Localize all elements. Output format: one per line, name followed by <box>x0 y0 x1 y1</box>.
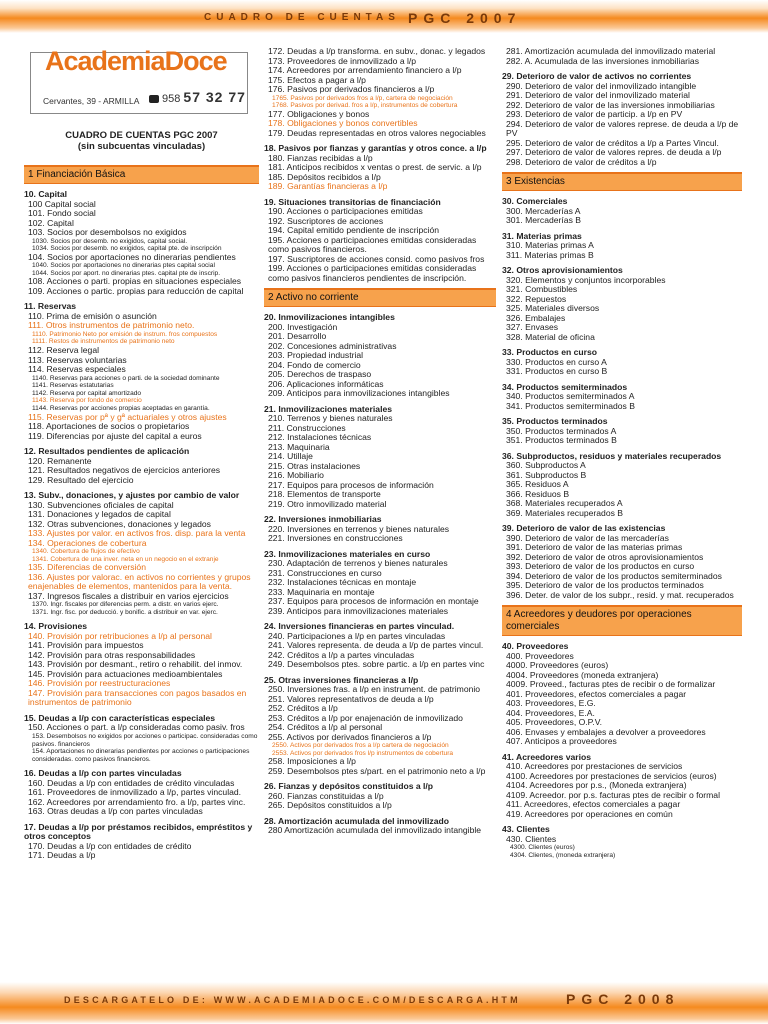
account-item: 301. Mercaderías B <box>506 215 581 225</box>
account-item: 368. Materiales recuperados A <box>506 498 623 508</box>
subaccount-item: 1371. Ingr. fisc. por deducció. y bonific. a distribuir en var. ejerc. <box>32 608 218 616</box>
account-item: 281. Amortización acumulada del inmovilizado material <box>506 46 716 56</box>
account-item: 173. Proveedores de inmovilizado a l/p <box>268 55 417 66</box>
account-group: 23. Inmovilizaciones materiales en curso <box>264 548 431 559</box>
account-group: 25. Otras inversiones financieras a l/p <box>264 674 419 685</box>
account-item: 327. Envases <box>506 322 559 332</box>
account-item: 250. Inversiones fras. a l/p en instrument. de patrimonio <box>268 684 481 695</box>
account-item: 253. Créditos a l/p por enajenación de inmovilizado <box>268 712 463 723</box>
account-item: 280 Amortización acumulada del inmovilizado intangible <box>268 825 482 836</box>
account-item: 260. Fianzas constituidas a l/p <box>268 790 384 801</box>
account-item: 242. Créditos a l/p a partes vinculadas <box>268 649 415 660</box>
account-item: 221. Inversiones en construcciones <box>268 533 403 544</box>
account-item: 4100. Acreedores por prestaciones de servicios (euros) <box>506 770 717 781</box>
account-item-new: 178. Obligaciones y bonos convertibles <box>268 118 418 129</box>
account-item: 131. Donaciones y legados de capital <box>28 509 171 520</box>
account-item: 365. Residuos A <box>506 479 569 489</box>
subaccount-item: 1140. Reservas para acciones o parti. de la sociedad dominante <box>32 374 220 382</box>
subaccount-item-new: 2553. Activos por derivados fros l/p instrumentos de cobertura <box>272 749 454 757</box>
account-item-new: 135. Diferencias de conversión <box>28 562 146 573</box>
account-item: 391. Deterioro de valor de las materias primas <box>506 542 683 552</box>
account-group: 18. Pasivos por fianzas y garantías y otros conce. a l/p <box>264 143 487 154</box>
column-1 <box>24 46 259 861</box>
account-item: 4104. Acreedores por p.s., (Moneda extranjera) <box>506 780 687 790</box>
account-item: 110. Prima de emisión o asunción <box>28 310 157 321</box>
account-item: 163. Otras deudas a l/p con partes vinculadas <box>28 806 203 817</box>
account-item: 220. Inversiones en terrenos y bienes naturales <box>268 523 450 534</box>
account-item: 419. Acreedores por operaciones en común <box>506 808 673 819</box>
account-item: 179. Deudas representadas en otros valores negociables <box>268 127 486 138</box>
header-pgc: PGC 2007 <box>408 10 522 26</box>
account-group: 16. Deudas a l/p con partes vinculadas <box>24 768 182 779</box>
account-item: 102. Capital <box>28 217 74 228</box>
account-item: 293. Deterioro de valor de particip. a l/p en PV <box>506 109 683 119</box>
account-group: 36. Subproductos, residuos y materiales recuperados <box>502 450 722 461</box>
account-item: 320. Elementos y conjuntos incorporables <box>506 274 666 285</box>
account-item: 176. Pasivos por derivados financieros a l/p <box>268 84 435 94</box>
account-item: 212. Instalaciones técnicas <box>268 432 372 443</box>
account-item: 239. Anticipos para inmovilizaciones materiales <box>268 605 449 616</box>
account-item: 141. Provisión para impuestos <box>28 640 144 651</box>
account-item: 330. Productos en curso A <box>506 356 607 367</box>
account-item: 311. Materias primas B <box>506 249 594 260</box>
header-title: CUADRO DE CUENTAS <box>204 12 400 23</box>
account-item: 130. Subvenciones oficiales de capital <box>28 499 174 510</box>
document-title-line-1: CUADRO DE CUENTAS PGC 2007 <box>65 130 218 141</box>
account-item: 395. Deterioro de valor de los productos terminados <box>506 580 704 590</box>
account-item: 192. Suscriptores de acciones <box>268 215 384 226</box>
account-item: 255. Activos por derivados financieros a l/p <box>268 731 432 742</box>
account-item: 4009. Proveed., facturas ptes de recibir o de formalizar <box>506 679 716 689</box>
account-item: 129. Resultado del ejercicio <box>28 474 134 485</box>
account-group: 15. Deudas a l/p con características especiales <box>24 712 216 723</box>
account-item: 113. Reservas voluntarias <box>28 354 127 365</box>
account-item: 202. Concesiones administrativas <box>268 340 397 351</box>
account-item: 195. Acciones o participaciones emitidas consideradas como pasivos financieros. <box>268 234 477 255</box>
column-3-entries <box>502 47 742 859</box>
account-item-new: 140. Provisión por retribuciones a l/p al personal <box>28 630 212 641</box>
account-item: 171. Deudas a l/p <box>28 850 96 861</box>
phone-prefix: 958 <box>162 93 181 105</box>
column-3 <box>502 47 742 859</box>
account-item: 209. Anticipos para inmovilizaciones intangibles <box>268 388 450 399</box>
account-group: 31. Materias primas <box>502 230 582 241</box>
account-item: 351. Productos terminados B <box>506 435 617 445</box>
logo-phone <box>149 89 246 105</box>
account-item: 101. Fondo social <box>28 208 96 218</box>
account-item: 282. A. Acumulada de las inversiones inmobiliarias <box>506 55 699 66</box>
account-item: 109. Acciones o partic. propias para reducción de capital <box>28 285 244 296</box>
account-group: 21. Inmovilizaciones materiales <box>264 403 393 414</box>
account-item: 396. Deter. de valor de los subpr., resid. y mat. recuperados <box>506 589 734 600</box>
subaccount-item-new: 2550. Activos por derivados fros a l/p cartera de negociación <box>272 742 449 750</box>
account-group: 35. Productos terminados <box>502 416 608 426</box>
account-group: 14. Provisiones <box>24 621 88 632</box>
account-item: 108. Acciones o parti. propias en situaciones especiales <box>28 276 242 287</box>
account-group: 19. Situaciones transitorias de financiación <box>264 196 441 207</box>
subaccount-item: 4304. Clientes, (moneda extranjera) <box>510 851 616 859</box>
account-item: 217. Equipos para procesos de información <box>268 479 434 490</box>
account-item: 120. Remanente <box>28 455 92 466</box>
section-header: 1 Financiación Básica <box>24 165 259 184</box>
account-item: 219. Otro inmovilizado material <box>268 498 387 509</box>
footer-pgc: PGC 2008 <box>566 991 680 1007</box>
account-group: 12. Resultados pendientes de aplicación <box>24 446 190 457</box>
subaccount-item: 1030. Socios por desemb. no exigidos, capital social. <box>32 237 188 245</box>
account-item: 340. Productos semiterminados A <box>506 391 635 401</box>
account-item: 298. Deterioro de valor de créditos a l/p <box>506 156 657 167</box>
account-item: 180. Fianzas recibidas a l/p <box>268 152 373 163</box>
account-item: 174. Acreedores por arrendamiento financiero a l/p <box>268 65 462 75</box>
account-group: 33. Productos en curso <box>502 347 598 357</box>
subaccount-item-new: 1765. Pasivos por derivados fros a l/p, cartera de negociación <box>272 94 453 102</box>
account-group: 39. Deterioro de valor de las existencias <box>502 523 666 533</box>
account-item: 341. Productos semiterminados B <box>506 400 635 411</box>
account-item: 331. Productos en curso B <box>506 366 608 376</box>
account-item: 258. Imposiciones a l/p <box>268 756 356 767</box>
account-item: 406. Envases y embalajes a devolver a proveedores <box>506 726 706 737</box>
account-item: 393. Deterioro de valor de los productos en curso <box>506 561 695 571</box>
account-group: 20. Inmovilizaciones intangibles <box>264 312 395 323</box>
subaccount-item: 1144. Reservas por acciones propias aceptadas en garantía. <box>32 404 210 412</box>
subaccount-item: 1142. Reserva por capital amortizado <box>32 389 142 397</box>
account-item: 366. Residuos B <box>506 488 570 499</box>
account-group: 40. Proveedores <box>502 641 569 651</box>
account-item: 132. Otras subvenciones, donaciones y legados <box>28 518 211 529</box>
account-group: 11. Reservas <box>24 301 77 312</box>
account-group: 41. Acreedores varios <box>502 751 592 762</box>
account-item: 205. Derechos de traspaso <box>268 369 372 380</box>
subaccount-item-new: 1111. Restos de instrumentos de patrimonio neto <box>32 338 175 346</box>
account-item: 292. Deterioro de valor de las inversiones inmobiliarias <box>506 99 715 110</box>
account-item: 291. Deterioro de valor del inmovilizado material <box>506 90 690 100</box>
account-item: 394. Deterioro de valor de los productos semiterminados <box>506 570 722 581</box>
account-item: 369. Materiales recuperados B <box>506 507 624 518</box>
subaccount-item-new: 1110. Patrimonio Neto por emisión de instrum. fros compuestos <box>32 330 218 338</box>
account-item: 295. Deterioro de valor de créditos a l/p a Partes Vincul. <box>506 137 719 148</box>
account-item: 240. Participaciones a l/p en partes vinculadas <box>268 630 446 641</box>
account-item: 403. Proveedores, E.G. <box>506 698 596 708</box>
subaccount-item: 1040. Socios por aportaciones no dinerarias ptes capital social <box>32 262 215 270</box>
account-item: 175. Efectos a pagar a l/p <box>268 74 366 85</box>
account-item: 405. Proveedores, O.P.V. <box>506 717 603 727</box>
account-item: 404. Proveedores, E.A. <box>506 707 595 718</box>
section-header: 4 Acreedores y deudores por operaciones comerciales <box>502 605 742 636</box>
account-item: 410. Acreedores por prestaciones de servicios <box>506 761 683 771</box>
account-item: 241. Valores representa. de deuda a l/p de partes vincul. <box>268 640 484 651</box>
account-item: 254. Créditos a l/p al personal <box>268 722 383 733</box>
logo <box>30 46 248 114</box>
account-group: 43. Clientes <box>502 824 550 834</box>
account-item: 322. Repuestos <box>506 293 567 304</box>
subaccount-item: 1034. Socios por desemb. no exigidos, capital pte. de inscripción <box>32 245 222 253</box>
account-item: 200. Investigación <box>268 321 338 332</box>
account-group: 28. Amortización acumulada del inmovilizado <box>264 815 449 826</box>
account-item: 297. Deterioro de valor de valores repres. de deuda a l/p <box>506 147 722 157</box>
account-item: 361. Subproductos B <box>506 469 587 480</box>
account-item: 204. Fondo de comercio <box>268 359 361 370</box>
column-1-entries <box>24 165 259 861</box>
subaccount-item-new: 1768. Pasivos por derivad. fros a l/p, instrumentos de cobertura <box>272 102 458 110</box>
account-item: 162. Acreedores por arrendamiento fro. a l/p, partes vinc. <box>28 796 246 807</box>
account-item: 328. Material de oficina <box>506 331 595 342</box>
account-item: 210. Terrenos y bienes naturales <box>268 413 393 424</box>
account-item: 251. Valores representativos de deuda a l/p <box>268 693 434 704</box>
account-item: 170. Deudas a l/p con entidades de crédito <box>28 840 192 851</box>
account-item: 326. Embalajes <box>506 312 566 323</box>
account-item-new: 115. Reservas por pª y gª actuariales y otros ajustes <box>28 411 227 422</box>
account-item: 203. Propiedad industrial <box>268 350 364 361</box>
subaccount-item-new: 1341. Cobertura de una inver. neta en un negocio en el extranje <box>32 555 219 563</box>
account-item: 211. Construcciones <box>268 422 346 433</box>
account-group: 30. Comerciales <box>502 196 568 206</box>
account-item: 143. Provisión por desmant., retiro o rehabilit. del inmov. <box>28 659 243 670</box>
logo-brand <box>45 46 227 76</box>
logo-brand-b: Doce <box>164 46 227 76</box>
account-item: 112. Reserva legal <box>28 345 100 356</box>
footer-url: DESCARGATELO DE: WWW.ACADEMIADOCE.COM/DESCARGA.HTM <box>64 995 521 1005</box>
account-item-new: 134. Operaciones de cobertura <box>28 537 147 548</box>
account-item: 137. Ingresos fiscales a distribuir en varios ejercicios <box>28 590 229 601</box>
account-item: 233. Maquinaria en montaje <box>268 586 375 597</box>
phone-number: 57 32 77 <box>183 89 246 105</box>
account-item: 206. Aplicaciones informáticas <box>268 378 384 389</box>
account-item: 411. Acreedores, efectos comerciales a pagar <box>506 799 681 809</box>
account-item: 100 Capital social <box>28 198 96 209</box>
account-item: 104. Socios por aportaciones no dinerarias pendientes <box>28 251 236 262</box>
account-item: 118. Aportaciones de socios o propietarios <box>28 421 190 432</box>
phone-icon <box>149 95 159 103</box>
subaccount-item: 1370. Ingr. fiscales por diferencias perm. a distr. en varios ejerc. <box>32 601 219 609</box>
account-item: 321. Combustibles <box>506 284 578 294</box>
column-2 <box>264 47 496 836</box>
account-item: 237. Equipos para procesos de información en montaje <box>268 596 479 607</box>
account-item: 194. Capital emitido pendiente de inscripción <box>268 225 440 236</box>
account-item: 185. Depósitos recibidos a l/p <box>268 171 381 182</box>
account-item: 190. Acciones o participaciones emitidas <box>268 206 423 217</box>
account-item: 390. Deterioro de valor de las mercaderías <box>506 532 669 543</box>
account-item-new: 146. Provisión por reestructuraciones <box>28 678 171 689</box>
account-item: 218. Elementos de transporte <box>268 489 381 500</box>
account-item: 300. Mercaderías A <box>506 205 581 216</box>
subaccount-item: 153. Desembolsos no exigidos por acciones o participac. consideradas como pasivos. financieros <box>32 732 258 748</box>
account-item: 199. Acciones o participaciones emitidas consideradas como pasivos financieros pendientes de inscripción. <box>268 263 477 283</box>
account-item: 216. Mobiliario <box>268 470 324 481</box>
account-item: 4000. Proveedores (euros) <box>506 660 609 670</box>
account-item: 119. Diferencias por ajuste del capital a euros <box>28 430 202 441</box>
account-item: 197. Suscriptores de acciones consid. como pasivos fros <box>268 253 485 264</box>
account-item: 142. Provisión para otras responsabilidades <box>28 649 196 660</box>
account-item: 249. Desembolsos ptes. sobre partic. a l/p en partes vinc <box>268 659 485 670</box>
account-item: 325. Materiales diversos <box>506 303 600 313</box>
account-item: 103. Socios por desembolsos no exigidos <box>28 227 187 237</box>
account-item: 430. Clientes <box>506 833 557 844</box>
account-item: 400. Proveedores <box>506 650 574 661</box>
account-item-new: 111. Otros instrumentos de patrimonio neto. <box>28 320 195 331</box>
account-group: 13. Subv., donaciones, y ajustes por cambio de valor <box>24 490 240 501</box>
account-item-new: 136. Ajustes por valorac. en activos no corrientes y grupos enajenables de elementos, mantenidos para la venta. <box>28 571 251 592</box>
account-item: 232. Instalaciones técnicas en montaje <box>268 577 417 588</box>
account-item: 213. Maquinaria <box>268 441 330 452</box>
account-item: 231. Construcciones en curso <box>268 567 382 578</box>
subaccount-item-new: 1340. Cobertura de flujos de efectivo <box>32 548 140 556</box>
account-item: 4004. Proveedores (moneda extranjera) <box>506 669 659 680</box>
account-item: 215. Otras instalaciones <box>268 460 361 471</box>
subaccount-item-new: 1143. Reserva por fondo de comercio <box>32 397 142 405</box>
account-group: 29. Deterioro de valor de activos no corrientes <box>502 71 692 81</box>
account-item: 265. Depósitos constituidos a l/p <box>268 800 392 811</box>
account-item: 407. Anticipos a proveedores <box>506 736 617 746</box>
account-item: 121. Resultados negativos de ejercicios anteriores <box>28 465 221 476</box>
account-item: 172. Deudas a l/p transforma. en subv., donac. y legados <box>268 46 486 56</box>
account-item: 114. Reservas especiales <box>28 364 126 375</box>
account-group: 17. Deudas a l/p por préstamos recibidos, empréstitos y otros conceptos <box>24 821 253 842</box>
account-group: 26. Fianzas y depósitos constituidos a l/p <box>264 781 434 792</box>
account-item: 290. Deterioro de valor del inmovilizado intangible <box>506 80 697 91</box>
logo-address: Cervantes, 39 - ARMILLA <box>43 96 140 106</box>
subaccount-item: 154. Aportaciones no dinerarias pendientes por acciones o participaciones consideradas. como pasivos financieros. <box>32 748 250 763</box>
subaccount-item: 4300. Clientes (euros) <box>510 844 575 851</box>
account-item-new: 133. Ajustes por valor. en activos fros. disp. para la venta <box>28 528 246 539</box>
account-item: 392. Deterioro de valor de otros aprovisionamientos <box>506 551 704 562</box>
account-item: 230. Adaptación de terrenos y bienes naturales <box>268 558 448 569</box>
account-item: 360. Subproductos A <box>506 460 586 470</box>
account-item-new: 147. Provisión para transacciones con pagos basados en instrumentos de patrimonio <box>28 687 247 708</box>
account-item: 401. Proveedores, efectos comerciales a pagar <box>506 688 687 699</box>
account-item: 160. Deudas a l/p con entidades de crédito vinculadas <box>28 777 235 788</box>
account-group: 34. Productos semiterminados <box>502 381 628 392</box>
account-group: 24. Inversiones financieras en partes vinculad. <box>264 621 455 632</box>
account-item: 145. Provisión para actuaciones medioambientales <box>28 668 223 679</box>
document-title <box>24 130 259 152</box>
account-item: 259. Desembolsos ptes s/part. en el patrimonio neto a l/p <box>268 765 486 776</box>
account-item: 350. Productos terminados A <box>506 425 617 436</box>
account-item: 4109. Acreedor. por p.s. facturas ptes de recibir o formal <box>506 789 720 800</box>
document-title-line-2: (sin subcuentas vinculadas) <box>77 141 206 152</box>
subaccount-item: 1141. Reservas estatutarias <box>32 382 114 390</box>
account-item: 150. Acciones o part. a l/p consideradas como pasiv. fros <box>28 722 245 733</box>
account-item: 214. Utillaje <box>268 451 313 462</box>
account-item: 177. Obligaciones y bonos <box>268 108 370 119</box>
section-header: 3 Existencias <box>502 172 742 191</box>
account-item: 161. Proveedores de inmovilizado a l/p, partes vinculad. <box>28 787 242 798</box>
logo-brand-a: Academia <box>45 46 165 76</box>
account-group: 22. Inversiones inmobiliarias <box>264 514 382 525</box>
account-group: 32. Otros aprovisionamientos <box>502 265 623 275</box>
account-item: 181. Anticipos recibidos x ventas o prest. de servic. a l/p <box>268 162 482 173</box>
account-item: 201. Desarrollo <box>268 331 327 342</box>
account-item: 252. Créditos a l/p <box>268 703 338 714</box>
subaccount-item: 1044. Socios por aport. no dinerarias ptes. capital pte de inscrip. <box>32 269 221 277</box>
column-2-entries <box>264 47 496 836</box>
account-group: 10. Capital <box>24 189 67 199</box>
account-item-new: 189. Garantías financieras a l/p <box>268 181 388 192</box>
account-item: 310. Materias primas A <box>506 240 594 250</box>
section-header: 2 Activo no corriente <box>264 288 496 307</box>
account-item: 294. Deterioro de valor de valores represe. de deuda a l/p de PV <box>506 118 739 138</box>
